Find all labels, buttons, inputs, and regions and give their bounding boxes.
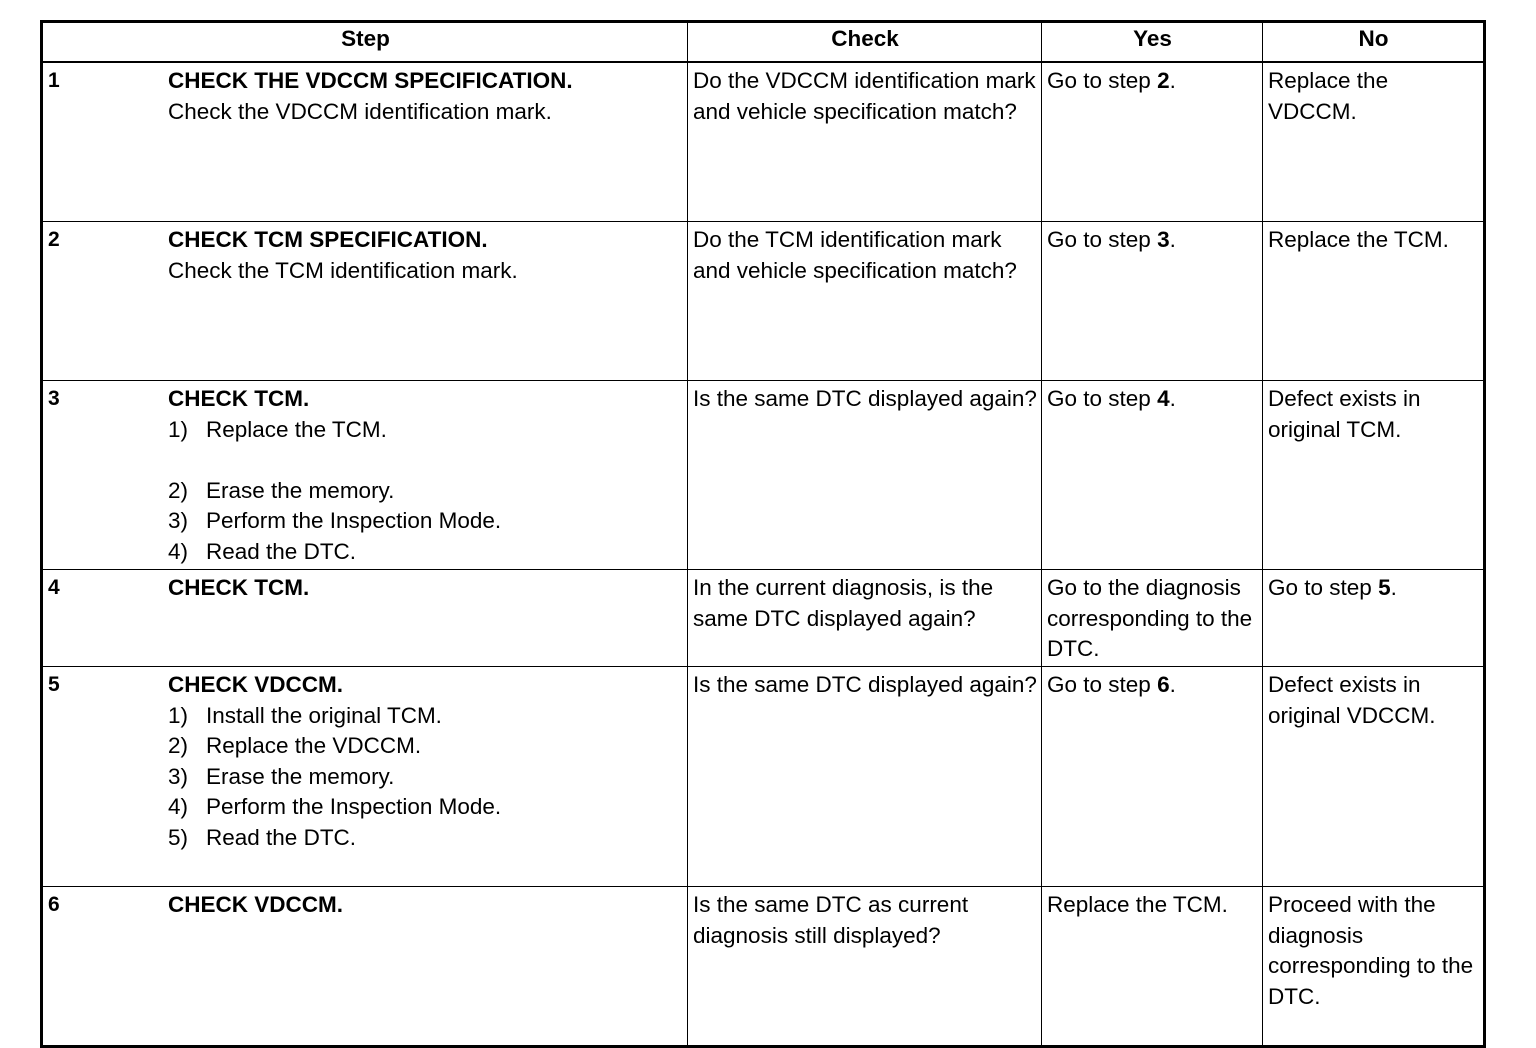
no-suffix: . <box>1390 575 1397 600</box>
header-step: Step <box>42 22 688 63</box>
step-title: CHECK TCM. <box>168 575 310 600</box>
substep <box>168 415 683 446</box>
step-cell <box>42 381 688 570</box>
substep-text: Erase the memory. <box>206 763 395 789</box>
check-cell: In the current diagnosis, is the same DTC displayed again? <box>688 570 1042 667</box>
substep <box>168 792 683 823</box>
substep-text: Erase the memory. <box>206 477 395 503</box>
check-cell: Is the same DTC as current diagnosis still displayed? <box>688 887 1042 1047</box>
substep <box>168 823 683 854</box>
substep-number: 5) <box>168 824 189 850</box>
step-number: 2 <box>48 228 60 251</box>
step-number: 6 <box>48 893 60 916</box>
step-cell <box>42 667 688 887</box>
step-text: Check the TCM identification mark. <box>168 257 518 283</box>
step-number: 3 <box>48 387 60 410</box>
step-substeps <box>168 415 683 568</box>
yes-prefix: Go to step <box>1047 672 1158 697</box>
table-row <box>42 62 1485 222</box>
yes-suffix: . <box>1169 227 1176 252</box>
yes-suffix: . <box>1169 68 1176 93</box>
no-cell: Replace the VDCCM. <box>1263 62 1485 222</box>
substep-number: 4) <box>168 794 189 819</box>
table-row <box>42 222 1485 381</box>
substep-text: Replace the TCM. <box>206 416 387 442</box>
header-check: Check <box>688 22 1042 63</box>
substep-number: 3) <box>168 508 189 533</box>
substep-number: 2) <box>168 733 189 758</box>
substep-number: 1) <box>168 702 189 728</box>
step-cell <box>42 887 688 1047</box>
yes-cell <box>1042 222 1263 381</box>
header-row <box>42 22 1485 63</box>
substep-text: Read the DTC. <box>206 538 357 564</box>
yes-prefix: Go to step <box>1047 227 1158 252</box>
yes-step-ref: 4 <box>1157 386 1170 411</box>
yes-suffix: . <box>1169 672 1176 697</box>
check-cell: Is the same DTC displayed again? <box>688 667 1042 887</box>
no-cell: Replace the TCM. <box>1263 222 1485 381</box>
step-cell <box>42 570 688 667</box>
substep <box>168 731 683 762</box>
header-no: No <box>1263 22 1485 63</box>
substep <box>168 506 683 537</box>
step-title: CHECK VDCCM. <box>168 672 344 697</box>
step-title: CHECK VDCCM. <box>168 892 344 917</box>
yes-cell <box>1042 667 1263 887</box>
step-title: CHECK TCM SPECIFICATION. <box>168 227 488 252</box>
yes-prefix: Go to step <box>1047 386 1158 411</box>
header-yes: Yes <box>1042 22 1263 63</box>
substep <box>168 762 683 793</box>
yes-suffix: . <box>1169 386 1176 411</box>
diagnostic-table <box>40 20 1486 1048</box>
substep <box>168 476 683 507</box>
check-cell: Is the same DTC displayed again? <box>688 381 1042 570</box>
step-title: CHECK TCM. <box>168 386 310 411</box>
step-cell <box>42 222 688 381</box>
no-cell <box>1263 570 1485 667</box>
step-title: CHECK THE VDCCM SPECIFICATION. <box>168 68 573 93</box>
substep-text: Install the original TCM. <box>206 702 442 728</box>
step-text: Check the VDCCM identification mark. <box>168 98 552 124</box>
check-cell: Do the TCM identification mark and vehicle specification match? <box>688 222 1042 381</box>
no-cell: Defect exists in original VDCCM. <box>1263 667 1485 887</box>
substep-text: Perform the Inspection Mode. <box>206 794 502 819</box>
substep-number: 3) <box>168 763 189 789</box>
substep <box>168 537 683 568</box>
substep-number: 1) <box>168 416 189 442</box>
step-cell <box>42 62 688 222</box>
yes-step-ref: 6 <box>1157 672 1170 697</box>
substep-text: Read the DTC. <box>206 824 357 850</box>
no-step-ref: 5 <box>1378 575 1391 600</box>
substep <box>168 701 683 732</box>
table-row <box>42 570 1485 667</box>
substep-text: Replace the VDCCM. <box>206 733 422 758</box>
yes-cell: Replace the TCM. <box>1042 887 1263 1047</box>
no-cell: Proceed with the diagnosis corresponding to the DTC. <box>1263 887 1485 1047</box>
table-row <box>42 381 1485 570</box>
step-number: 1 <box>48 69 60 92</box>
yes-prefix: Go to step <box>1047 68 1158 93</box>
table-row <box>42 887 1485 1047</box>
substep-number: 2) <box>168 477 189 503</box>
check-cell: Do the VDCCM identification mark and vehicle specification match? <box>688 62 1042 222</box>
no-prefix: Go to step <box>1268 575 1379 600</box>
yes-cell: Go to the diagnosis corresponding to the DTC. <box>1042 570 1263 667</box>
yes-cell <box>1042 62 1263 222</box>
step-number: 5 <box>48 673 60 696</box>
yes-step-ref: 2 <box>1157 68 1170 93</box>
substep-text: Perform the Inspection Mode. <box>206 508 502 533</box>
no-cell: Defect exists in original TCM. <box>1263 381 1485 570</box>
table-row <box>42 667 1485 887</box>
yes-cell <box>1042 381 1263 570</box>
substep-number: 4) <box>168 538 189 564</box>
step-number: 4 <box>48 576 60 599</box>
yes-step-ref: 3 <box>1157 227 1170 252</box>
step-substeps <box>168 701 683 854</box>
